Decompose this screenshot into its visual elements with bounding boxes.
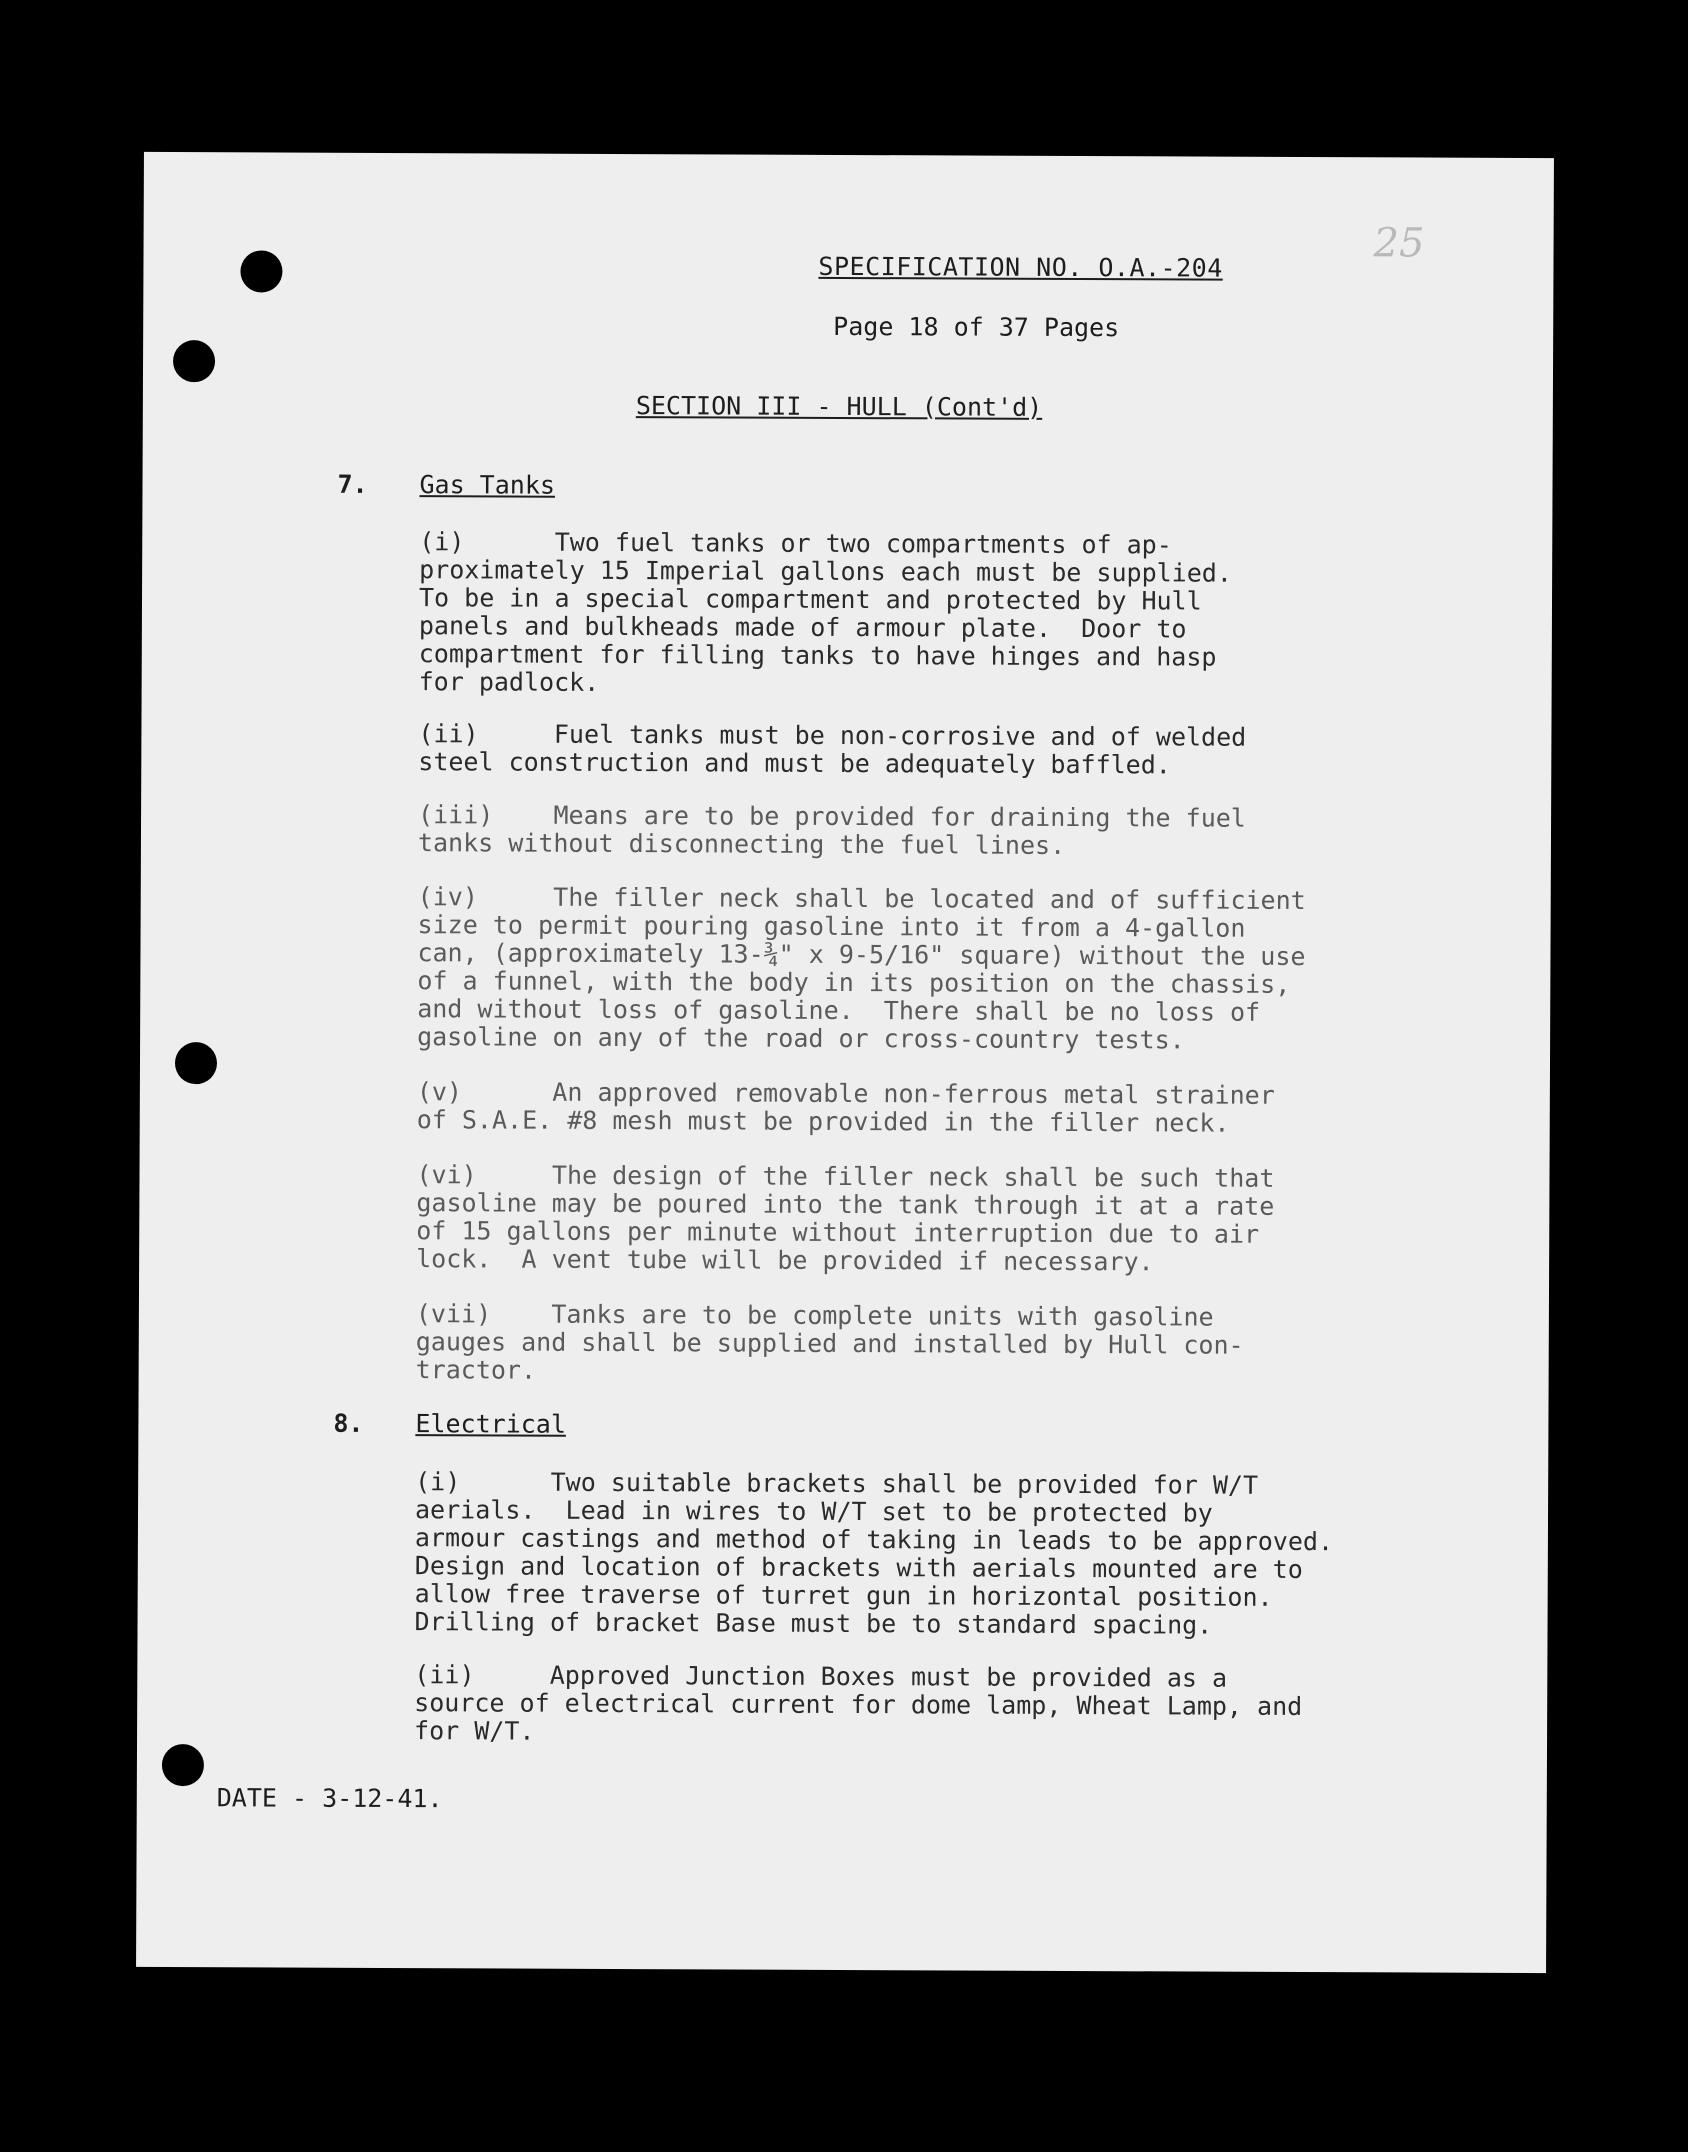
document-page — [136, 152, 1554, 1973]
paragraph-8-i: (i) Two suitable brackets shall be provided for W/T aerials. Lead in wires to W/T set to be protected by armour castings and method of taking in leads to be approved. Design and location of brackets with aerials mounted are to allow free traverse of turret gun in horizontal position. Drilling of bracket Base must be to standard spacing. — [414, 1467, 1334, 1640]
item-number-7: 7. — [337, 469, 368, 499]
paragraph-7-ii: (ii) Fuel tanks must be non-corrosive and of welded steel construction and must be adequately baffled. — [418, 719, 1247, 780]
item-number-8: 8. — [333, 1408, 364, 1438]
page-number: Page 18 of 37 Pages — [833, 311, 1120, 343]
paragraph-7-iii: (iii) Means are to be provided for draining the fuel tanks without disconnecting the fuel lines. — [417, 800, 1246, 860]
document-date: DATE - 3-12-41. — [216, 1783, 443, 1814]
section-title: SECTION III - HULL (Cont'd) — [635, 391, 1043, 422]
margin-handwritten-note: 25 — [1373, 220, 1425, 267]
item-heading-gas-tanks: Gas Tanks — [419, 470, 556, 500]
paragraph-7-v: (v) An approved removable non-ferrous metal strainer of S.A.E. #8 mesh must be provided in the filler neck. — [416, 1077, 1275, 1138]
item-heading-electrical: Electrical — [415, 1409, 566, 1439]
specification-number: SPECIFICATION NO. O.A.-204 — [818, 251, 1223, 283]
paragraph-7-i: (i) Two fuel tanks or two compartments of ap- proximately 15 Imperial gallons each must be supplied. To be in a special compartment and protected by Hull panels and bulkheads made of armour plate. Door to compartment for filling tanks to have hinges and hasp for padlock. — [418, 527, 1232, 697]
paragraph-7-vii: (vii) Tanks are to be complete units with gasoline gauges and shall be supplied and installed by Hull con- tractor. — [415, 1299, 1244, 1385]
paragraph-8-ii: (ii) Approved Junction Boxes must be provided as a source of electrical current for dome lamp, Wheat Lamp, and for W/T. — [414, 1660, 1303, 1746]
paragraph-7-vi: (vi) The design of the filler neck shall be such that gasoline may be poured into the tank through it at a rate of 15 gallons per minute without interruption due to air lock. A vent tube will be provided if necessary. — [416, 1160, 1275, 1277]
document-body — [136, 152, 1554, 1973]
paragraph-7-iv: (iv) The filler neck shall be located and of sufficient size to permit pouring gasoline into it from a 4-gallon can, (approximately 13-¾" x 9-5/16" square) without the use of a funnel, with the body in its position on the chassis, and without loss of gasoline. There shall be no loss of gasoline on any of the road or cross-country tests. — [417, 882, 1306, 1055]
